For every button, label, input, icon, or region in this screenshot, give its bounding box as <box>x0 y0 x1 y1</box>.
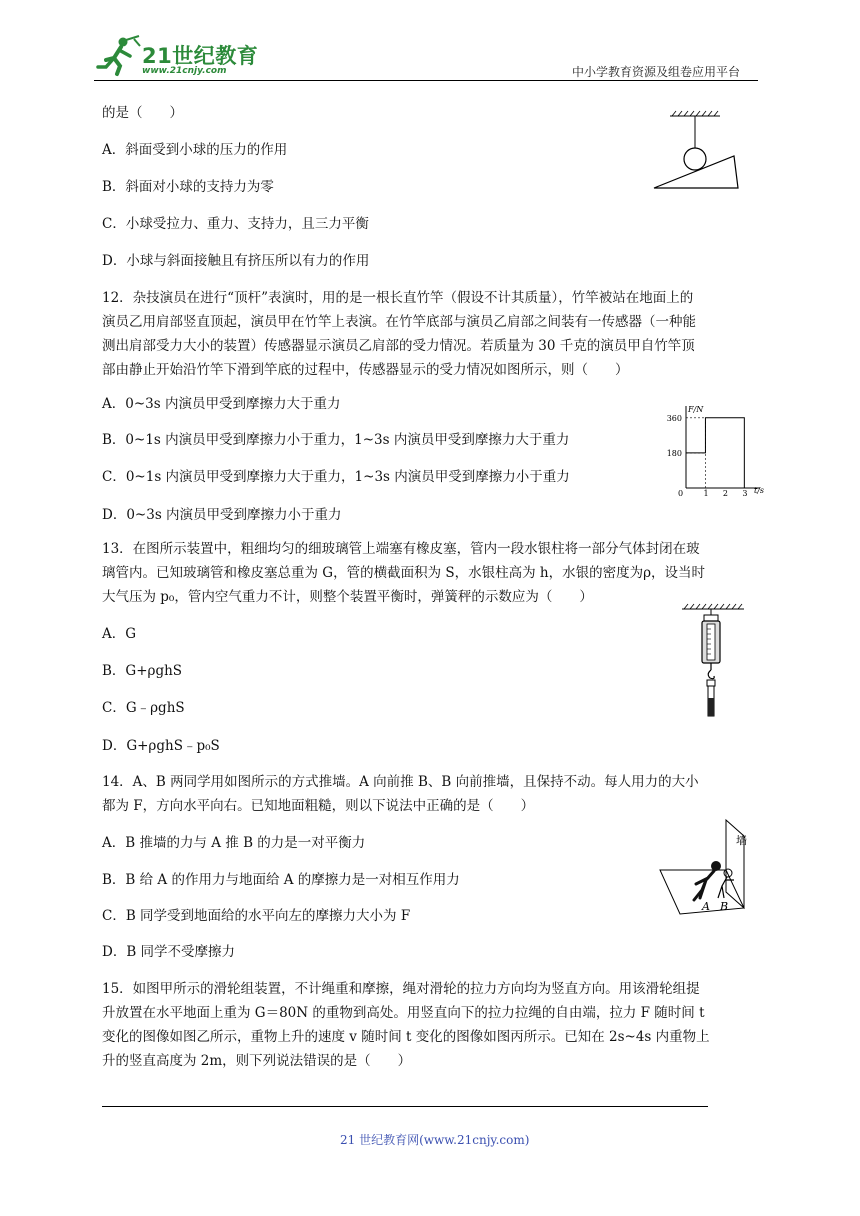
x-tick-label: 1 <box>703 489 709 498</box>
spring-scale-figure <box>680 604 746 718</box>
x-tick-label: 0 <box>678 489 684 498</box>
question-12-stem-line-2: 演员乙用肩部竖直顶起，演员甲在竹竿上表演。在竹竿底部与演员乙肩部之间装有一传感器（一种能 <box>102 314 696 330</box>
question-14-stem-line-2: 都为 F，方向水平向右。已知地面粗糙，则以下说法中正确的是（ ） <box>102 798 535 814</box>
question-14-option-c: C．B 同学受到地面给的水平向左的摩擦力大小为 F <box>102 908 411 924</box>
logo-main-text: 21世纪教育 <box>142 44 259 68</box>
question-12-stem-line-4: 部由静止开始沿竹竿下滑到竿底的过程中，传感器显示的受力情况如图所示，则（ ） <box>102 362 629 378</box>
question-12-option-d: D．0~3s 内演员甲受到摩擦力小于重力 <box>102 507 342 523</box>
question-12-stem-line-3: 测出肩部受力大小的装置）传感器显示演员乙肩部的受力情况。若质量为 30 千克的演员甲自竹竿顶 <box>102 338 695 354</box>
question-14-option-d: D．B 同学不受摩擦力 <box>102 944 236 960</box>
y-tick-label: 180 <box>666 448 682 458</box>
question-12-option-b: B．0~1s 内演员甲受到摩擦力小于重力，1~3s 内演员甲受到摩擦力大于重力 <box>102 432 570 448</box>
logo-url-text: www.21cnjy.com <box>142 66 227 76</box>
wall-label: 墙 <box>736 834 747 847</box>
question-15-stem-line-2: 升放置在水平地面上重为 G＝80N 的重物到高处。用竖直向下的拉力拉绳的自由端，拉力 F 随时间 t <box>102 1005 705 1021</box>
figure-label-b: B <box>720 900 729 913</box>
question-13-stem-line-3: 大气压为 p₀，管内空气重力不计，则整个装置平衡时，弹簧秤的示数应为（ ） <box>102 589 593 605</box>
question-15-stem-line-3: 变化的图像如图乙所示，重物上升的速度 v 随时间 t 变化的图像如图丙所示。已知在 2s~4s 内重物上 <box>102 1029 710 1045</box>
x-axis-label: t/s <box>754 486 765 495</box>
y-axis-label: F/N <box>688 405 704 414</box>
force-series-line <box>686 418 744 488</box>
push-wall-figure <box>656 818 766 916</box>
question-15-stem-line-4: 升的竖直高度为 2m，则下列说法错误的是（ ） <box>102 1053 412 1069</box>
question-11-stem: 的是（ ） <box>102 105 183 121</box>
question-13-option-b: B．G+ρghS <box>102 663 183 679</box>
question-12-stem-line-1: 12．杂技演员在进行“顶杆”表演时，用的是一根长直竹竿（假设不计其质量），竹竿被站在地面上的 <box>102 290 694 306</box>
question-14-option-a: A．B 推墙的力与 A 推 B 的力是一对平衡力 <box>102 835 366 851</box>
ball-on-incline-figure <box>650 110 742 192</box>
question-13-option-a: A．G <box>102 626 137 642</box>
platform-text: 中小学教育资源及组卷应用平台 <box>572 65 741 79</box>
x-tick-label: 2 <box>722 489 728 498</box>
question-13-stem-line-2: 璃管内。已知玻璃管和橡皮塞总重为 G，管的横截面积为 S，水银柱高为 h，水银的密度为ρ，设当时 <box>102 565 706 581</box>
question-14-stem-line-1: 14．A、B 两同学用如图所示的方式推墙。A 向前推 B、B 向前推墙，且保持不动。每人用力的大小 <box>102 774 699 790</box>
header-divider <box>94 80 758 81</box>
x-tick-label: 3 <box>742 489 748 498</box>
question-12-option-a: A．0~3s 内演员甲受到摩擦力大于重力 <box>102 396 341 412</box>
figure-label-a: A <box>702 900 710 913</box>
footer-divider <box>102 1106 708 1107</box>
question-14-option-b: B．B 给 A 的作用力与地面给 A 的摩擦力是一对相互作用力 <box>102 872 460 888</box>
question-11-option-c: C．小球受拉力、重力、支持力，且三力平衡 <box>102 216 369 232</box>
question-12-option-c: C．0~1s 内演员甲受到摩擦力大于重力，1~3s 内演员甲受到摩擦力小于重力 <box>102 469 570 485</box>
question-11-option-b: B．斜面对小球的支持力为零 <box>102 179 274 195</box>
header <box>0 0 860 84</box>
footer-text: 21 世纪教育网(www.21cnjy.com) <box>340 1133 530 1147</box>
force-time-chart <box>636 404 765 500</box>
question-15-stem-line-1: 15．如图甲所示的滑轮组装置，不计绳重和摩擦，绳对滑轮的拉力方向均为竖直方向。用该滑轮组提 <box>102 981 700 997</box>
question-13-option-c: C．G﹣ρghS <box>102 700 185 716</box>
question-13-stem-line-1: 13．在图所示装置中，粗细均匀的细玻璃管上端塞有橡皮塞，管内一段水银柱将一部分气体封闭在玻 <box>102 541 700 557</box>
question-11-option-d: D．小球与斜面接触且有挤压所以有力的作用 <box>102 253 370 269</box>
y-tick-label: 360 <box>666 413 682 423</box>
question-11-option-a: A．斜面受到小球的压力的作用 <box>102 142 288 158</box>
question-13-option-d: D．G+ρghS﹣p₀S <box>102 738 220 754</box>
logo-runner-icon <box>96 36 142 76</box>
